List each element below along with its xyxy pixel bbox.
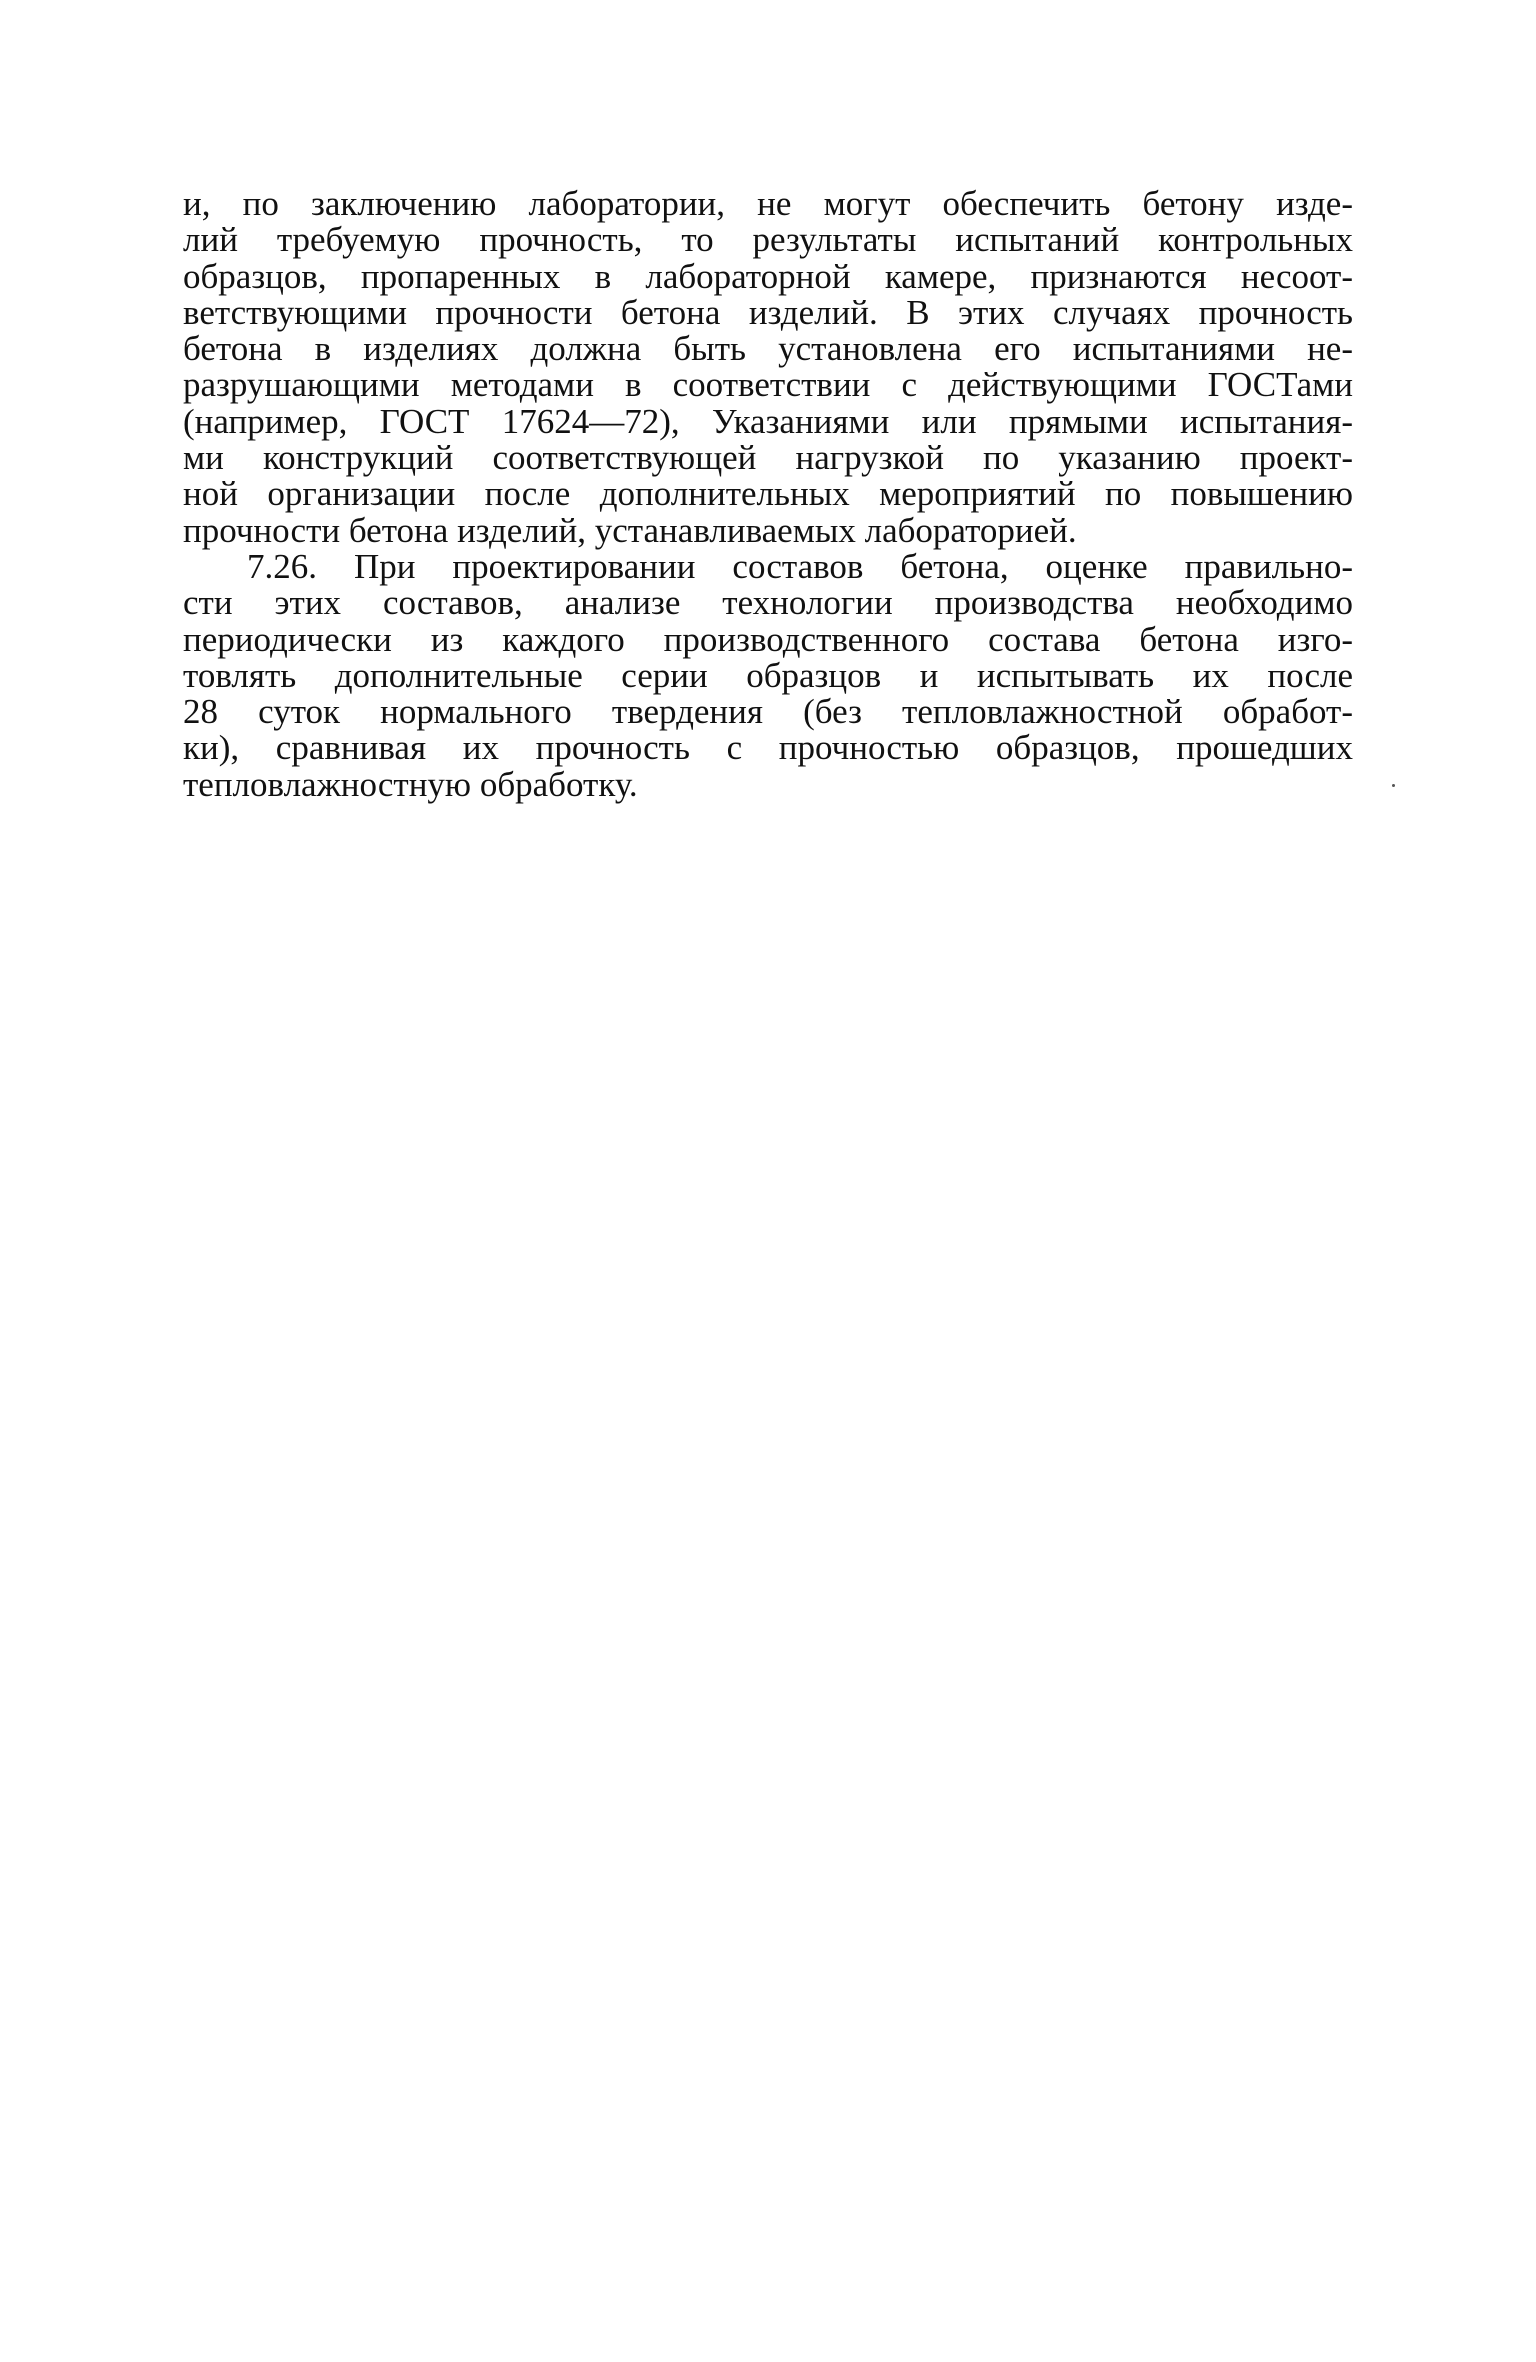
- text-line: (например, ГОСТ 17624—72), Указаниями или прямыми испытания-: [183, 401, 1353, 441]
- paragraph-continued: [183, 186, 1353, 549]
- text-line: ветствующими прочности бетона изделий. В этих случаях прочность: [183, 292, 1353, 332]
- text-line: лий требуемую прочность, то результаты испытаний контрольных: [183, 220, 1353, 260]
- scan-speck: [1392, 784, 1395, 787]
- text-line: товлять дополнительные серии образцов и испытывать их после: [183, 655, 1353, 695]
- text-line: 7.26. При проектировании составов бетона, оценке правильно-: [247, 546, 1353, 586]
- text-line: прочности бетона изделий, устанавливаемых лабораторией.: [183, 510, 1077, 550]
- text-line: периодически из каждого производственного состава бетона изго-: [183, 619, 1353, 659]
- document-body: [183, 186, 1353, 803]
- text-line: ки), сравнивая их прочность с прочностью образцов, прошедших: [183, 728, 1353, 768]
- text-line: образцов, пропаренных в лабораторной камере, признаются несоот-: [183, 256, 1353, 296]
- text-line: 28 суток нормального твердения (без тепловлажностной обработ-: [183, 692, 1353, 732]
- text-line: бетона в изделиях должна быть установлена его испытаниями не-: [183, 329, 1353, 369]
- text-line: сти этих составов, анализе технологии производства необходимо: [183, 583, 1353, 623]
- text-line: и, по заключению лаборатории, не могут обеспечить бетону изде-: [183, 184, 1353, 223]
- text-line: тепловлажностную обработку.: [183, 764, 638, 804]
- text-line: разрушающими методами в соответствии с действующими ГОСТами: [183, 365, 1353, 405]
- text-line: ми конструкций соответствующей нагрузкой по указанию проект-: [183, 438, 1353, 478]
- text-line: ной организации после дополнительных мероприятий по повышению: [183, 474, 1353, 514]
- paragraph-section-7-26: [183, 546, 1353, 804]
